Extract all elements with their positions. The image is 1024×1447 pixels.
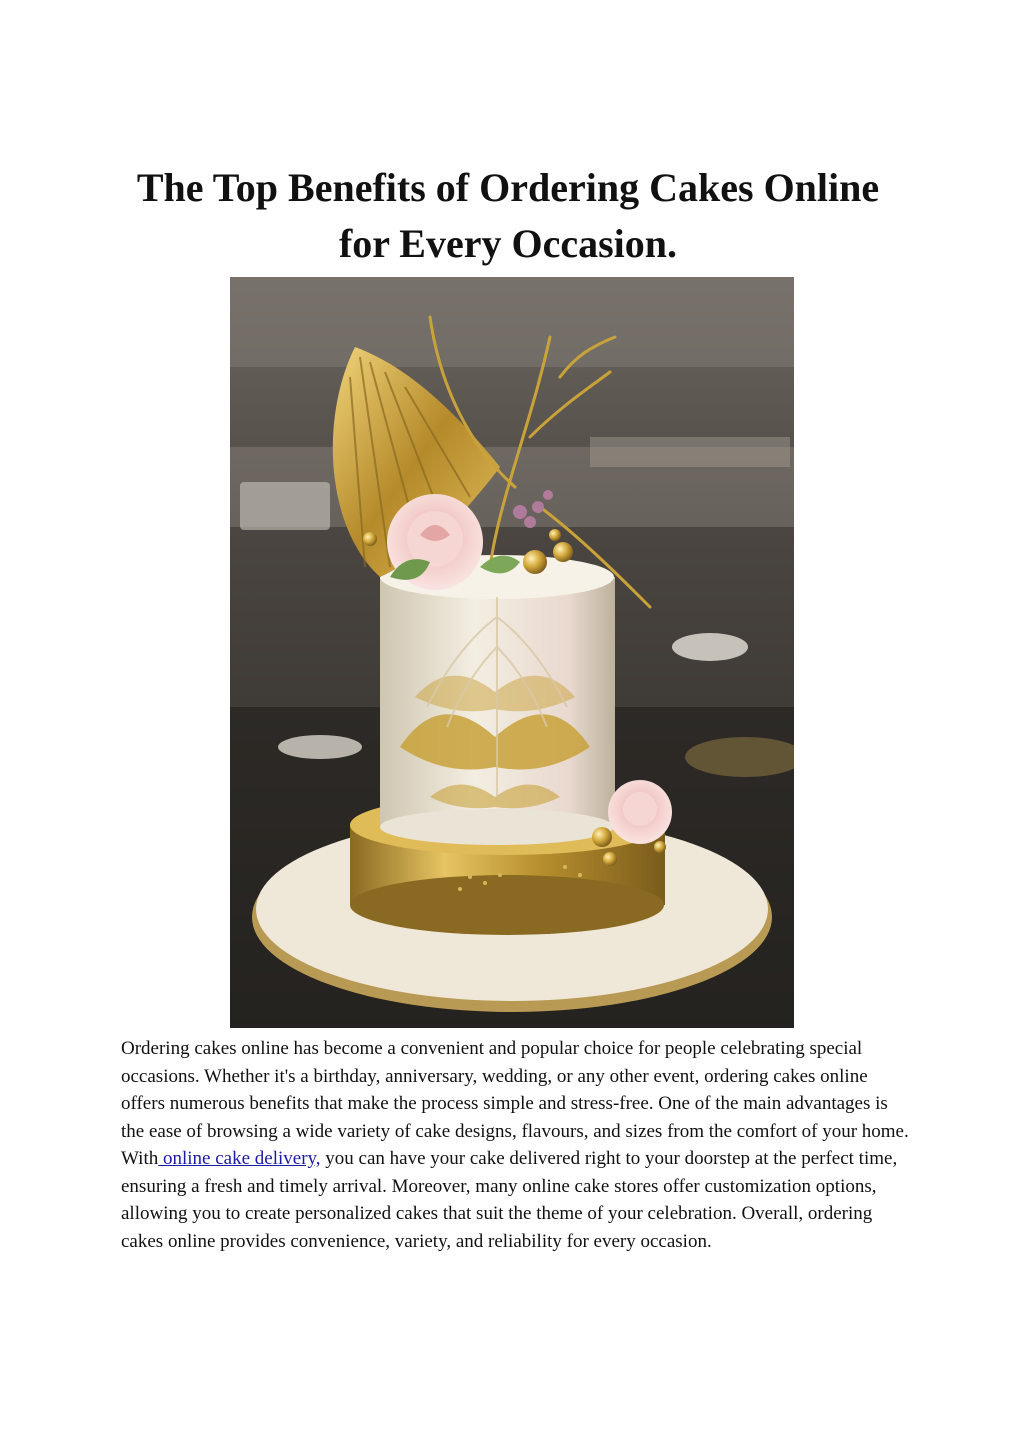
title-line-1: The Top Benefits of Ordering Cakes Online xyxy=(136,165,880,210)
paragraph-text-before-link: Ordering cakes online has become a convenient and popular choice for people celebrating special occasions. Whether it's a birthday, anniversary, wedding, or any other event, ordering cakes online offers numerous benefits that make the process simple and stress-free. One of the main advantages is the ease of browsing a wide variety of cake designs, flavours, and sizes from the comfort of your home. With xyxy=(121,1038,909,1169)
cake-photo xyxy=(230,277,794,1028)
body-paragraph xyxy=(121,1035,911,1255)
online-cake-delivery-link[interactable]: online cake delivery, xyxy=(158,1148,321,1169)
cake-illustration xyxy=(230,277,794,1028)
page-title xyxy=(100,160,916,272)
paragraph-text-after-link: you can have your cake delivered right to your doorstep at the perfect time, ensuring a fresh and timely arrival. Moreover, many online cake stores offer customization options, allowing you to create personalized cakes that suit the theme of your celebration. Overall, ordering cakes online provides convenience, variety, and reliability for every occasion. xyxy=(121,1148,898,1252)
title-line-2: for Every Occasion. xyxy=(338,221,678,266)
